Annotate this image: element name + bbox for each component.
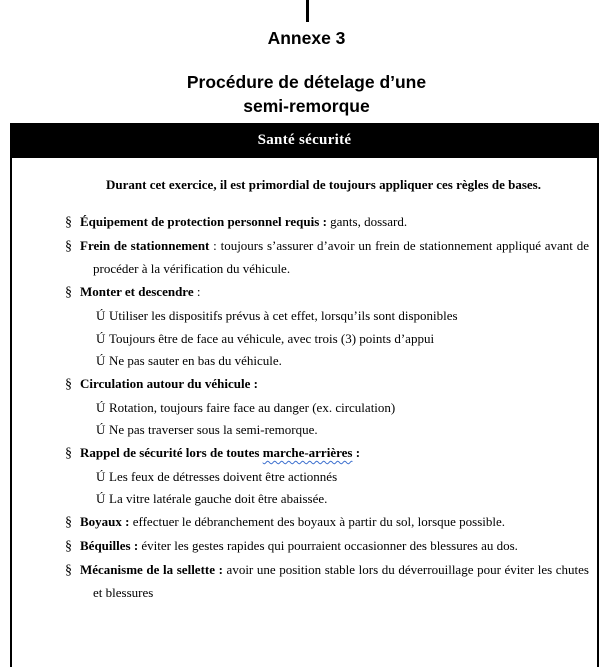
rule-heading: Boyaux : [80,514,130,530]
sub-rule-item [12,328,597,351]
section-sign-icon: § [65,562,72,578]
sub-rule-item [12,466,597,489]
document-title-line2: semi-remorque [243,96,370,116]
section-header-bar [12,123,597,158]
rule-heading: Mécanisme de la sellette : [80,561,223,577]
sub-rule-text: Utiliser les dispositifs prévus à cet effet, lorsqu’ils sont disponibles [109,307,458,323]
rule-heading: Rappel de sécurité lors de toutes marche-arrières : [80,445,361,461]
section-sign-icon: § [65,376,72,392]
rule-item [12,235,597,281]
section-sign-icon: § [65,238,72,254]
rule-item [12,535,597,559]
arrow-bullet-icon: Ú [96,399,106,415]
spellcheck-squiggle-word: marche-arrières [262,445,353,461]
section-sign-icon: § [65,446,72,462]
sub-rule-text: Les feux de détresses doivent être actionnés [109,468,338,484]
sub-rule-text: Ne pas traverser sous la semi-remorque. [109,422,318,438]
rule-text: : toujours s’assurer d’avoir un frein de stationnement appliqué avant de procéder à la vérification du véhicule. [93,237,589,277]
rule-heading: Béquilles : [80,537,139,553]
sub-rule-item [12,397,597,420]
section-sign-icon: § [65,285,72,301]
arrow-bullet-icon: Ú [96,468,106,484]
rule-heading: Circulation autour du véhicule : [80,375,258,391]
arrow-bullet-icon: Ú [96,422,106,438]
rule-heading: Frein de stationnement [80,237,210,253]
rule-text: éviter les gestes rapides qui pourraient occasionner des blessures au dos. [138,537,518,553]
rule-item [12,559,597,605]
section-content [12,158,597,605]
rule-item [12,281,597,305]
annexe-title: Annexe 3 [267,28,346,48]
section-sign-icon: § [65,538,72,554]
rule-item [12,511,597,535]
section-sign-icon: § [65,515,72,531]
arrow-bullet-icon: Ú [96,330,106,346]
sub-rule-item [12,419,597,442]
arrow-bullet-icon: Ú [96,353,106,369]
page-divider-mark [306,0,309,22]
rule-item [12,442,597,466]
sub-rule-item [12,305,597,328]
sub-rule-item [12,350,597,373]
safety-section-box [10,123,599,667]
rule-item [12,373,597,397]
sub-rule-text: La vitre latérale gauche doit être abaissée. [109,491,328,507]
rule-heading: Monter et descendre [80,284,194,300]
intro-text: Durant cet exercice, il est primordial de toujours appliquer ces règles de bases. [106,177,541,192]
sub-rule-item [12,488,597,511]
rule-text: : [193,284,201,300]
rule-item [12,211,597,235]
rule-text: effectuer le débranchement des boyaux à partir du sol, lorsque possible. [129,514,506,530]
sub-rule-text: Rotation, toujours faire face au danger (ex. circulation) [109,399,396,415]
rule-text: avoir une position stable lors du déverrouillage pour éviter les chutes et blessures [93,561,589,601]
section-sign-icon: § [65,215,72,230]
rule-text: gants, dossard. [326,214,408,229]
section-header-label: Santé sécurité [257,132,352,148]
rule-heading: Équipement de protection personnel requis : [80,214,327,229]
document-title [0,70,613,118]
arrow-bullet-icon: Ú [96,307,106,323]
rules-list [12,211,597,605]
sub-rule-text: Toujours être de face au véhicule, avec trois (3) points d’appui [109,330,435,346]
arrow-bullet-icon: Ú [96,491,106,507]
document-title-line1: Procédure de dételage d’une [186,72,427,92]
sub-rule-text: Ne pas sauter en bas du véhicule. [109,353,282,369]
